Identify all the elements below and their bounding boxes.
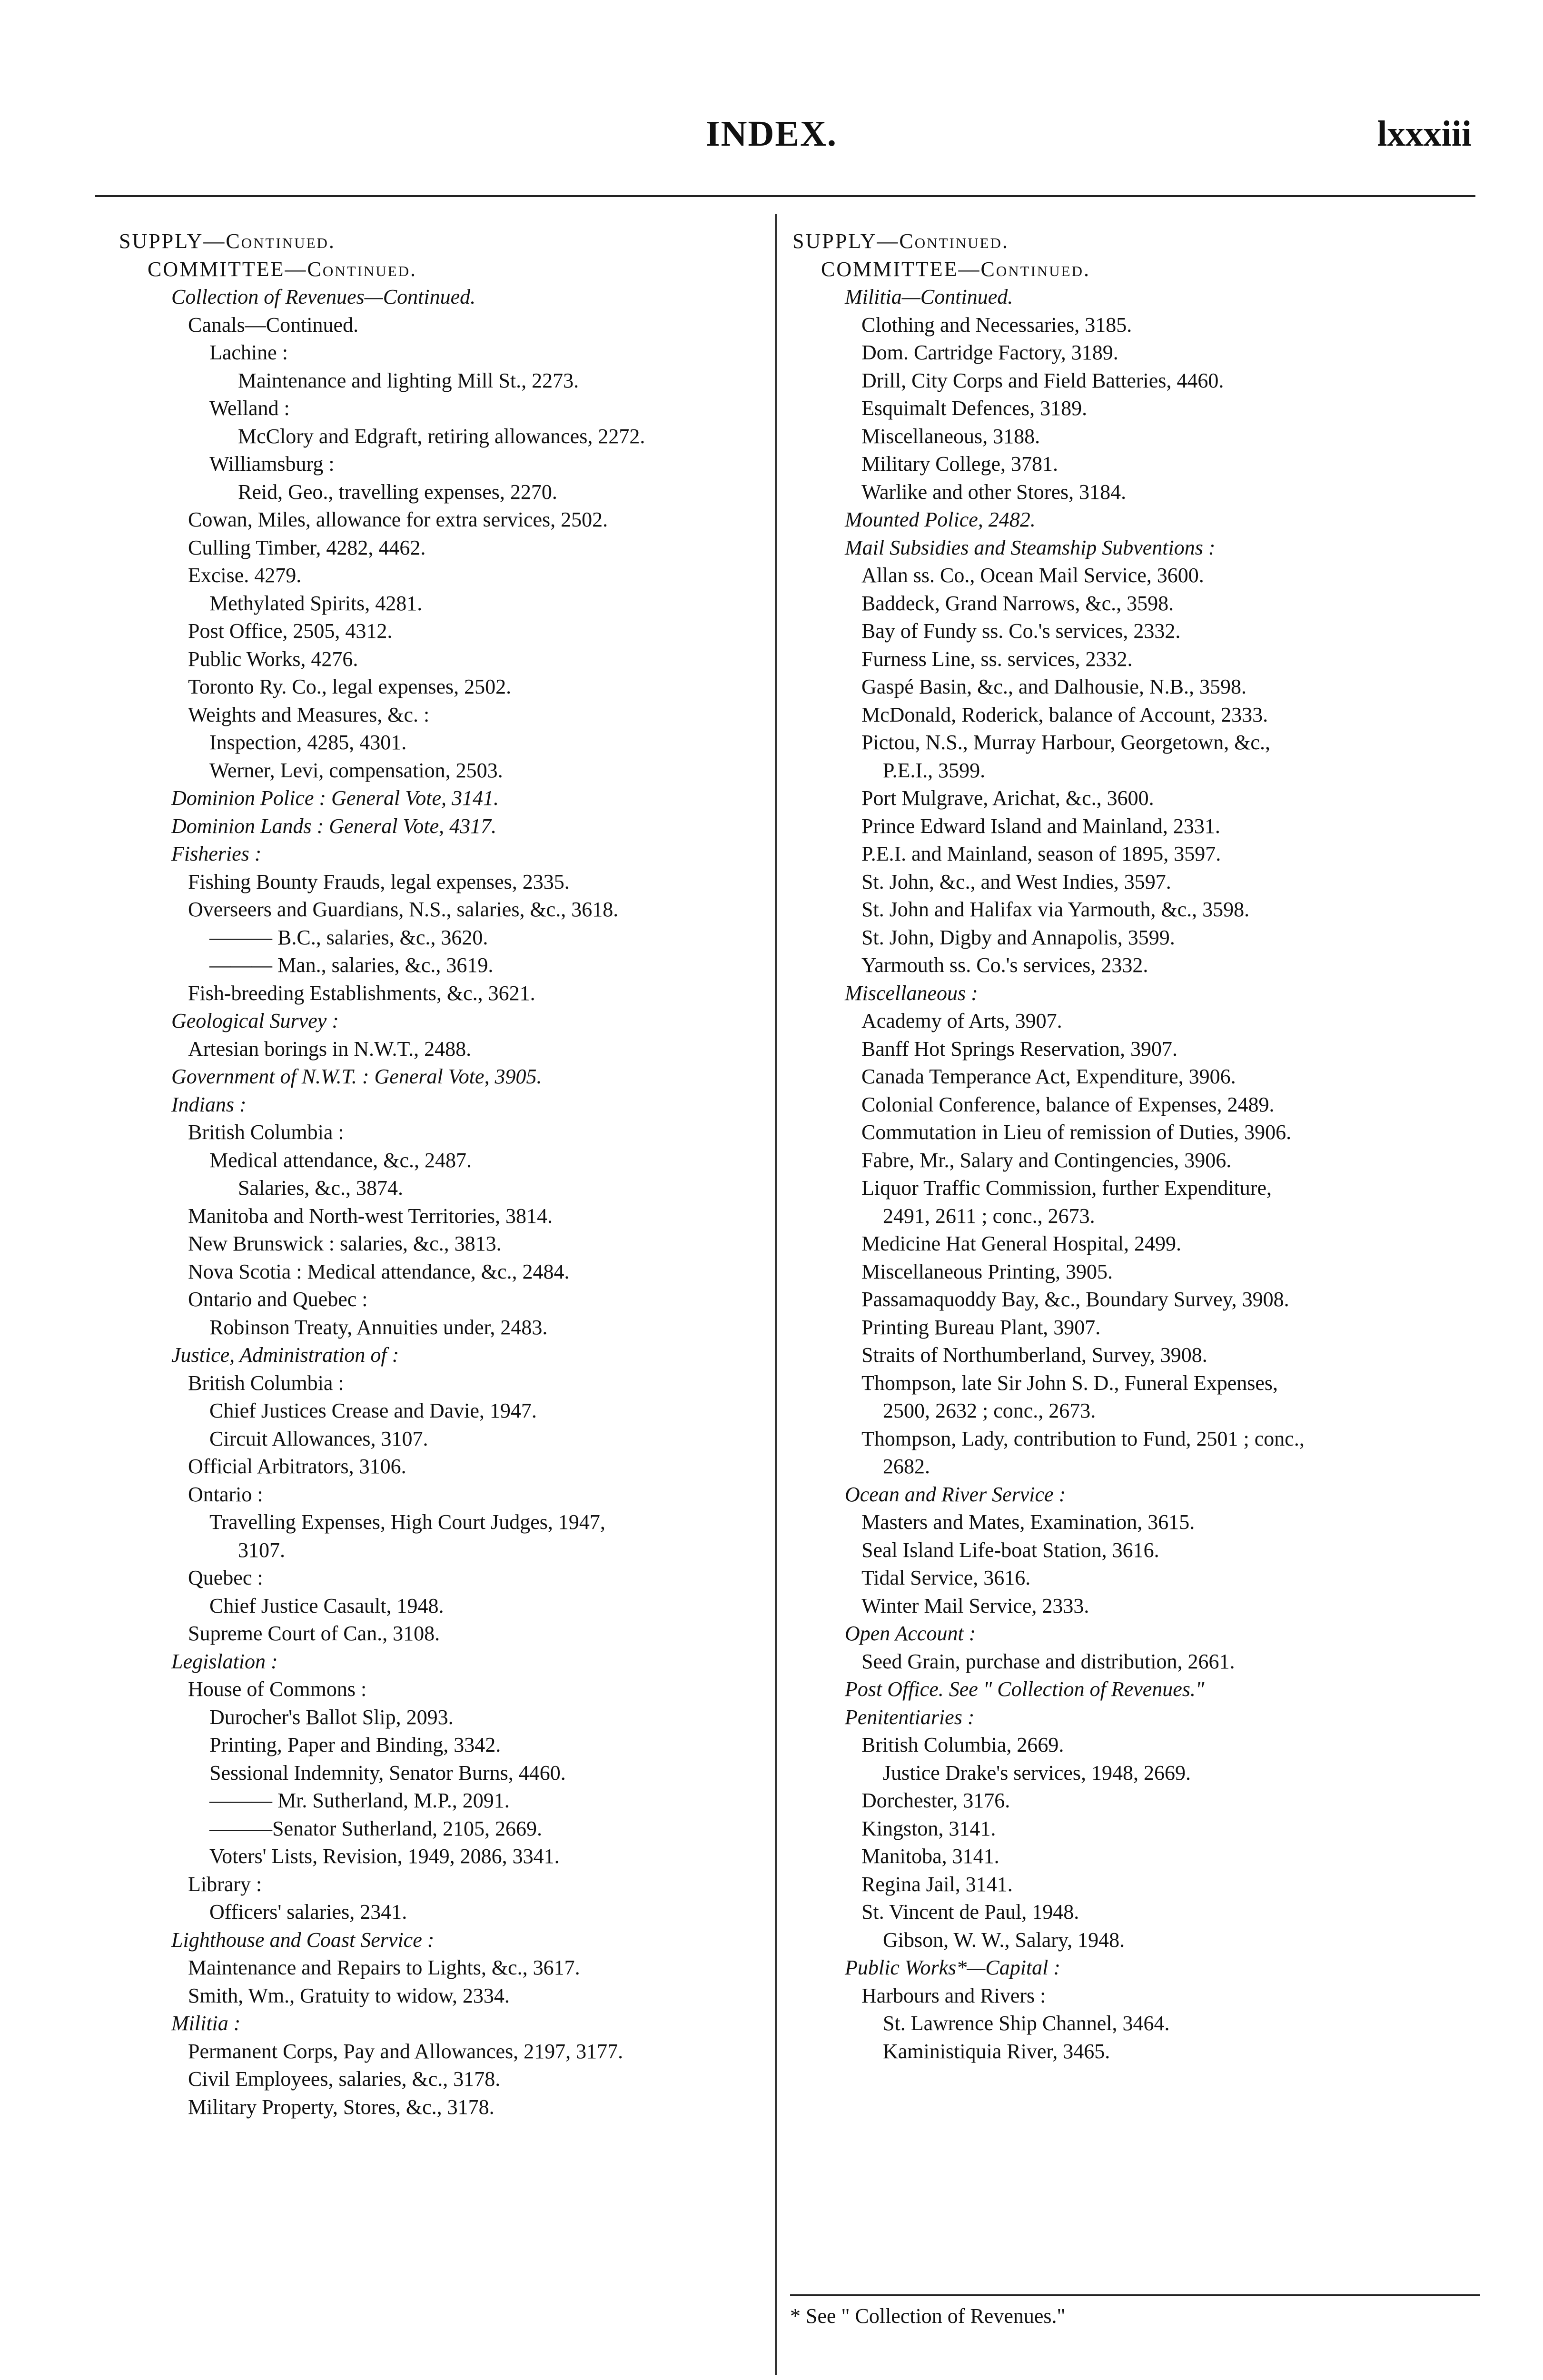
index-entry: Durocher's Ballot Slip, 2093. [209,1705,454,1729]
index-entry: Maintenance and lighting Mill St., 2273. [238,368,579,392]
index-entry: Seed Grain, purchase and distribution, 2661. [861,1649,1235,1673]
index-entry: Canals—Continued. [188,313,359,337]
index-entry: British Columbia : [188,1371,344,1395]
index-entry: Artesian borings in N.W.T., 2488. [188,1037,472,1061]
index-entry: Officers' salaries, 2341. [209,1900,407,1924]
index-entry: Robinson Treaty, Annuities under, 2483. [209,1315,548,1339]
index-entry: Military Property, Stores, &c., 3178. [188,2095,495,2119]
index-entry: Excise. 4279. [188,564,302,587]
index-entry: Seal Island Life-boat Station, 3616. [861,1538,1159,1562]
index-entry: British Columbia : [188,1121,344,1144]
index-entry: Gibson, W. W., Salary, 1948. [883,1928,1125,1952]
index-entry: 2682. [883,1455,930,1478]
index-entry: House of Commons : [188,1677,367,1701]
index-heading: Indians : [171,1092,247,1116]
index-entry: Inspection, 4285, 4301. [209,731,407,754]
index-heading: Collection of Revenues—Continued. [171,285,476,308]
page-title: INDEX. [706,114,837,154]
index-entry: Allan ss. Co., Ocean Mail Service, 3600. [861,564,1204,587]
index-entry: Circuit Allowances, 3107. [209,1427,428,1450]
index-entry: New Brunswick : salaries, &c., 3813. [188,1232,502,1255]
index-entry: Baddeck, Grand Narrows, &c., 3598. [861,591,1174,615]
index-entry: Canada Temperance Act, Expenditure, 3906. [861,1065,1236,1088]
index-entry: St. Vincent de Paul, 1948. [861,1900,1079,1924]
index-entry: P.E.I. and Mainland, season of 1895, 3597. [861,842,1221,865]
index-entry: Reid, Geo., travelling expenses, 2270. [238,480,557,504]
index-heading: Fisheries : [171,842,262,865]
index-heading: Geological Survey : [171,1009,339,1032]
index-entry: Chief Justice Casault, 1948. [209,1594,444,1617]
index-entry: Printing Bureau Plant, 3907. [861,1315,1101,1339]
index-entry: Weights and Measures, &c. : [188,703,430,726]
index-entry: ——— B.C., salaries, &c., 3620. [209,925,488,949]
index-entry: Port Mulgrave, Arichat, &c., 3600. [861,786,1154,810]
index-entry: Medical attendance, &c., 2487. [209,1148,472,1172]
index-entry: Warlike and other Stores, 3184. [861,480,1127,504]
page-number: lxxxiii [1377,114,1472,154]
index-entry: Library : [188,1872,262,1896]
index-entry: Harbours and Rivers : [861,1983,1046,2007]
index-entry: 2500, 2632 ; conc., 2673. [883,1399,1096,1422]
index-entry: ——— Mr. Sutherland, M.P., 2091. [209,1789,510,1812]
index-heading: Miscellaneous : [845,981,978,1005]
index-entry: Gaspé Basin, &c., and Dalhousie, N.B., 3598. [861,675,1246,698]
index-heading: SUPPLY—Continued. [119,229,336,253]
index-heading: Mounted Police, 2482. [845,508,1036,531]
footnote-divider [790,2294,1480,2296]
index-heading: SUPPLY—Continued. [792,229,1009,253]
left-index-column [119,228,762,2121]
index-entry: Esquimalt Defences, 3189. [861,397,1088,420]
index-heading: Militia : [171,2012,241,2035]
index-entry: British Columbia, 2669. [861,1733,1064,1756]
index-entry: Manitoba and North-west Territories, 3814. [188,1204,553,1228]
index-heading: Post Office. See " Collection of Revenues." [845,1677,1205,1701]
index-entry: Clothing and Necessaries, 3185. [861,313,1132,337]
index-entry: Justice Drake's services, 1948, 2669. [883,1761,1191,1785]
index-entry: Lachine : [209,341,288,364]
index-heading: Public Works*—Capital : [845,1956,1061,1979]
index-entry: Supreme Court of Can., 3108. [188,1622,440,1645]
index-entry: P.E.I., 3599. [883,758,986,782]
index-entry: Winter Mail Service, 2333. [861,1594,1089,1617]
index-heading: Militia—Continued. [845,285,1013,308]
index-entry: Yarmouth ss. Co.'s services, 2332. [861,953,1148,977]
index-entry: Welland : [209,397,290,420]
index-entry: McDonald, Roderick, balance of Account, 2333. [861,703,1268,726]
index-entry: Overseers and Guardians, N.S., salaries, &c., 3618. [188,898,619,921]
index-entry: Civil Employees, salaries, &c., 3178. [188,2067,501,2091]
index-entry: St. John, Digby and Annapolis, 3599. [861,925,1175,949]
index-entry: Manitoba, 3141. [861,1844,999,1868]
index-entry: Sessional Indemnity, Senator Burns, 4460. [209,1761,566,1785]
index-entry: St. John and Halifax via Yarmouth, &c., 3598. [861,898,1250,921]
index-entry: Ontario : [188,1482,263,1506]
index-entry: Miscellaneous Printing, 3905. [861,1259,1113,1283]
index-entry: McClory and Edgraft, retiring allowances, 2272. [238,424,645,448]
index-entry: Fishing Bounty Frauds, legal expenses, 2335. [188,870,570,893]
footnote: * See " Collection of Revenues." [790,2304,1066,2328]
index-heading: Justice, Administration of : [171,1343,399,1367]
index-heading: Lighthouse and Coast Service : [171,1928,435,1952]
index-heading: Dominion Police : General Vote, 3141. [171,786,499,810]
index-entry: Bay of Fundy ss. Co.'s services, 2332. [861,619,1181,643]
index-entry: St. John, &c., and West Indies, 3597. [861,870,1171,893]
index-entry: Straits of Northumberland, Survey, 3908. [861,1343,1207,1367]
index-heading: Legislation : [171,1649,278,1673]
index-entry: Culling Timber, 4282, 4462. [188,536,426,559]
index-entry: Smith, Wm., Gratuity to widow, 2334. [188,1983,510,2007]
header-divider [95,195,1475,197]
right-index-column [792,228,1480,2065]
index-entry: Permanent Corps, Pay and Allowances, 2197, 3177. [188,2039,623,2063]
index-entry: Regina Jail, 3141. [861,1872,1013,1896]
index-entry: Thompson, Lady, contribution to Fund, 2501 ; conc., [861,1427,1305,1450]
index-entry: Academy of Arts, 3907. [861,1009,1062,1032]
column-divider [775,214,777,2375]
index-entry: Voters' Lists, Revision, 1949, 2086, 3341. [209,1844,560,1868]
index-entry: 2491, 2611 ; conc., 2673. [883,1204,1095,1228]
index-heading: Penitentiaries : [845,1705,975,1729]
index-entry: Kaministiquia River, 3465. [883,2039,1110,2063]
index-entry: Methylated Spirits, 4281. [209,591,423,615]
index-entry: ——— Man., salaries, &c., 3619. [209,953,494,977]
index-entry: Prince Edward Island and Mainland, 2331. [861,814,1220,838]
index-entry: Dorchester, 3176. [861,1789,1010,1812]
index-entry: Maintenance and Repairs to Lights, &c., 3617. [188,1956,580,1979]
index-entry: Commutation in Lieu of remission of Duties, 3906. [861,1121,1292,1144]
index-entry: Military College, 3781. [861,452,1058,476]
index-entry: Thompson, late Sir John S. D., Funeral Expenses, [861,1371,1278,1395]
index-entry: Cowan, Miles, allowance for extra services, 2502. [188,508,608,531]
index-entry: Ontario and Quebec : [188,1288,368,1311]
index-entry: Chief Justices Crease and Davie, 1947. [209,1399,537,1422]
index-entry: St. Lawrence Ship Channel, 3464. [883,2012,1170,2035]
index-entry: Official Arbitrators, 3106. [188,1455,406,1478]
index-entry: Williamsburg : [209,452,335,476]
index-heading: Mail Subsidies and Steamship Subventions : [845,536,1216,559]
index-entry: Fish-breeding Establishments, &c., 3621. [188,981,535,1005]
index-entry: Pictou, N.S., Murray Harbour, Georgetown, &c., [861,731,1270,754]
index-entry: Toronto Ry. Co., legal expenses, 2502. [188,675,512,698]
index-entry: Furness Line, ss. services, 2332. [861,647,1133,671]
index-entry: Banff Hot Springs Reservation, 3907. [861,1037,1178,1061]
index-entry: Tidal Service, 3616. [861,1566,1031,1589]
index-heading: COMMITTEE—Continued. [148,257,417,281]
index-entry: Colonial Conference, balance of Expenses, 2489. [861,1092,1275,1116]
index-heading: Government of N.W.T. : General Vote, 3905. [171,1065,542,1088]
index-entry: 3107. [238,1538,285,1562]
index-heading: Ocean and River Service : [845,1482,1066,1506]
index-entry: Masters and Mates, Examination, 3615. [861,1510,1195,1534]
index-entry: Miscellaneous, 3188. [861,424,1040,448]
index-heading: COMMITTEE—Continued. [821,257,1091,281]
index-entry: Drill, City Corps and Field Batteries, 4460. [861,368,1224,392]
index-entry: Kingston, 3141. [861,1816,996,1840]
index-entry: Fabre, Mr., Salary and Contingencies, 3906. [861,1148,1232,1172]
index-entry: Liquor Traffic Commission, further Expenditure, [861,1176,1272,1200]
index-entry: Medicine Hat General Hospital, 2499. [861,1232,1182,1255]
index-entry: Post Office, 2505, 4312. [188,619,393,643]
index-entry: ———Senator Sutherland, 2105, 2669. [209,1816,543,1840]
index-entry: Salaries, &c., 3874. [238,1176,404,1200]
index-entry: Printing, Paper and Binding, 3342. [209,1733,501,1756]
index-entry: Passamaquoddy Bay, &c., Boundary Survey, 3908. [861,1288,1289,1311]
index-heading: Dominion Lands : General Vote, 4317. [171,814,497,838]
index-entry: Dom. Cartridge Factory, 3189. [861,341,1118,364]
index-entry: Quebec : [188,1566,263,1589]
index-heading: Open Account : [845,1622,976,1645]
index-entry: Travelling Expenses, High Court Judges, 1947, [209,1510,605,1534]
index-entry: Nova Scotia : Medical attendance, &c., 2484. [188,1259,570,1283]
index-entry: Werner, Levi, compensation, 2503. [209,758,503,782]
index-entry: Public Works, 4276. [188,647,358,671]
